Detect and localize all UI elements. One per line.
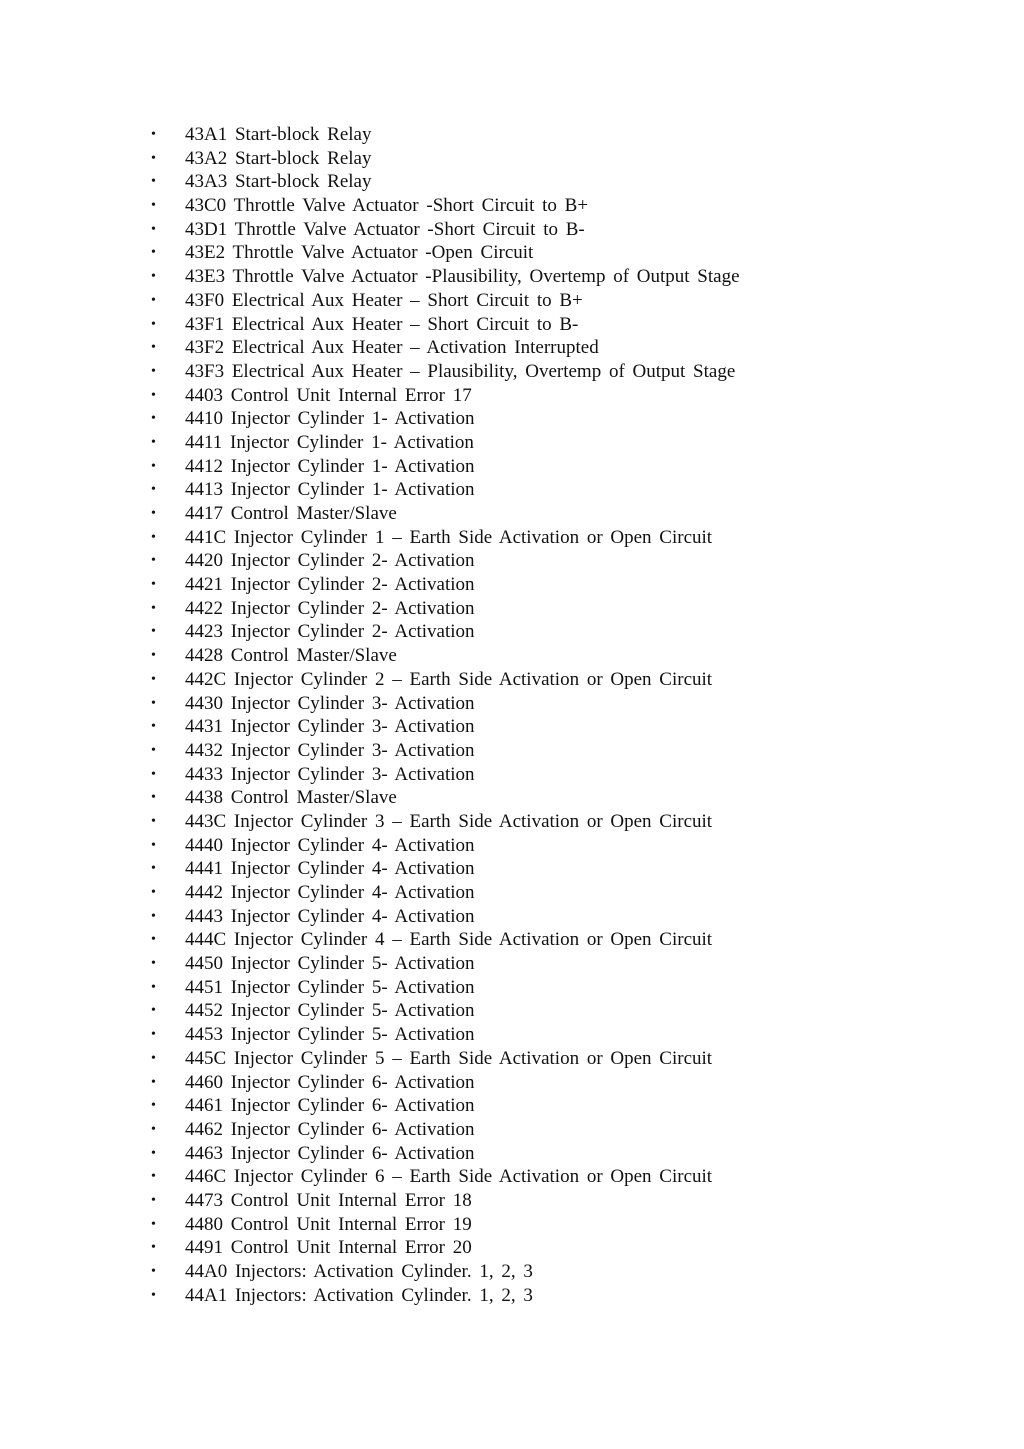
bullet-icon: •	[151, 577, 156, 593]
bullet-icon: •	[151, 340, 156, 356]
list-item-text: 4443 Injector Cylinder 4- Activation	[185, 905, 475, 927]
list-item-text: 441C Injector Cylinder 1 – Earth Side Activation or Open Circuit	[185, 526, 713, 548]
list-item-text: 4423 Injector Cylinder 2- Activation	[185, 621, 475, 643]
list-item-text: 4450 Injector Cylinder 5- Activation	[185, 953, 475, 975]
bullet-icon: •	[151, 411, 156, 427]
bullet-icon: •	[151, 813, 156, 829]
list-item-text: 43A1 Start-block Relay	[185, 124, 372, 145]
bullet-icon: •	[151, 1240, 156, 1256]
bullet-icon: •	[151, 671, 156, 687]
bullet-icon: •	[151, 482, 156, 498]
bullet-icon: •	[151, 1050, 156, 1066]
list-item-text: 44A0 Injectors: Activation Cylinder. 1, 2, 3	[185, 1261, 533, 1282]
list-item-text: 4430 Injector Cylinder 3- Activation	[185, 692, 475, 714]
bullet-icon: •	[151, 861, 156, 877]
bullet-icon: •	[151, 127, 156, 142]
list-item-text: 4441 Injector Cylinder 4- Activation	[185, 858, 475, 880]
list-item-text: 4480 Control Unit Internal Error 19	[185, 1213, 472, 1235]
list-item-text: 43F1 Electrical Aux Heater – Short Circuit to B-	[185, 313, 579, 335]
list-item-text: 4438 Control Master/Slave	[185, 787, 397, 809]
bullet-icon: •	[151, 458, 156, 474]
bullet-icon: •	[151, 648, 156, 664]
list-item-text: 4451 Injector Cylinder 5- Activation	[185, 976, 475, 998]
list-item-text: 4473 Control Unit Internal Error 18	[185, 1189, 472, 1211]
list-item-text: 4413 Injector Cylinder 1- Activation	[185, 479, 475, 501]
list-item-text: 4462 Injector Cylinder 6- Activation	[185, 1118, 475, 1140]
list-item-text: 4440 Injector Cylinder 4- Activation	[185, 834, 475, 856]
list-item-text: 4417 Control Master/Slave	[185, 503, 397, 524]
list-item-text: 4420 Injector Cylinder 2- Activation	[185, 550, 475, 572]
bullet-icon: •	[151, 885, 156, 900]
list-item-text: 43C0 Throttle Valve Actuator -Short Circuit to B+	[185, 195, 589, 217]
list-item-text: 4491 Control Unit Internal Error 20	[185, 1237, 472, 1259]
list-item-text: 4431 Injector Cylinder 3- Activation	[185, 716, 475, 738]
bullet-icon: •	[151, 600, 156, 616]
bullet-icon: •	[151, 1003, 156, 1019]
bullet-icon: •	[151, 932, 156, 948]
list-item-text: 43A2 Start-block Relay	[185, 147, 372, 169]
list-item-text: 4460 Injector Cylinder 6- Activation	[185, 1071, 475, 1093]
bullet-icon: •	[151, 174, 156, 190]
list-item-text: 4452 Injector Cylinder 5- Activation	[185, 1000, 475, 1022]
bullet-icon: •	[151, 434, 156, 450]
bullet-icon: •	[151, 269, 156, 285]
bullet-icon: •	[151, 979, 156, 995]
bullet-icon: •	[151, 387, 156, 403]
list-item-text: 43E2 Throttle Valve Actuator -Open Circuit	[185, 242, 534, 264]
list-item-text: 4422 Injector Cylinder 2- Activation	[185, 597, 475, 619]
bullet-icon: •	[151, 506, 156, 521]
bullet-icon: •	[151, 695, 156, 711]
bullet-icon: •	[151, 221, 156, 237]
bullet-icon: •	[151, 1027, 156, 1043]
list-item-text: 443C Injector Cylinder 3 – Earth Side Activation or Open Circuit	[185, 810, 713, 832]
list-item-text: 43F3 Electrical Aux Heater – Plausibility, Overtemp of Output Stage	[185, 360, 736, 382]
bullet-icon: •	[151, 719, 156, 735]
bullet-icon: •	[151, 198, 156, 214]
bullet-icon: •	[151, 150, 156, 166]
bullet-icon: •	[151, 1074, 156, 1090]
list-item-text: 442C Injector Cylinder 2 – Earth Side Activation or Open Circuit	[185, 668, 713, 690]
list-item-text: 43F0 Electrical Aux Heater – Short Circuit to B+	[185, 289, 583, 311]
list-item-text: 4432 Injector Cylinder 3- Activation	[185, 739, 475, 761]
list-item-text: 43E3 Throttle Valve Actuator -Plausibility, Overtemp of Output Stage	[185, 266, 740, 288]
list-item-text: 4433 Injector Cylinder 3- Activation	[185, 763, 475, 785]
list-item-text: 445C Injector Cylinder 5 – Earth Side Activation or Open Circuit	[185, 1047, 713, 1069]
bullet-icon: •	[151, 1121, 156, 1137]
bullet-icon: •	[151, 908, 156, 924]
list-item-text: 4442 Injector Cylinder 4- Activation	[185, 882, 475, 903]
list-item-text: 4412 Injector Cylinder 1- Activation	[185, 455, 475, 477]
bullet-icon: •	[151, 1264, 156, 1279]
list-item-text: 4453 Injector Cylinder 5- Activation	[185, 1024, 475, 1046]
list-item-text: 446C Injector Cylinder 6 – Earth Side Activation or Open Circuit	[185, 1166, 713, 1188]
list-item-text: 4461 Injector Cylinder 6- Activation	[185, 1095, 475, 1117]
bullet-icon: •	[151, 1216, 156, 1232]
bullet-icon: •	[151, 316, 156, 332]
list-item-text: 4410 Injector Cylinder 1- Activation	[185, 408, 475, 430]
list-item-text: 43F2 Electrical Aux Heater – Activation Interrupted	[185, 337, 599, 359]
list-item-text: 4463 Injector Cylinder 6- Activation	[185, 1142, 475, 1164]
list-item-text: 4411 Injector Cylinder 1- Activation	[185, 431, 474, 453]
bullet-icon: •	[151, 956, 156, 972]
list-item-text: 444C Injector Cylinder 4 – Earth Side Activation or Open Circuit	[185, 929, 713, 951]
bullet-icon: •	[151, 1145, 156, 1161]
bullet-icon: •	[151, 624, 156, 640]
bullet-icon: •	[151, 1098, 156, 1114]
bullet-icon: •	[151, 742, 156, 758]
bullet-icon: •	[151, 766, 156, 782]
bullet-icon: •	[151, 363, 156, 379]
bullet-icon: •	[151, 292, 156, 308]
bullet-icon: •	[151, 245, 156, 261]
bullet-icon: •	[151, 553, 156, 569]
bullet-icon: •	[151, 1192, 156, 1208]
list-item-text: 4421 Injector Cylinder 2- Activation	[185, 574, 475, 596]
list-item-text: 43A3 Start-block Relay	[185, 171, 372, 193]
bullet-icon: •	[151, 529, 156, 545]
list-item-text: 44A1 Injectors: Activation Cylinder. 1, 2, 3	[185, 1284, 533, 1306]
bullet-icon: •	[151, 790, 156, 806]
bullet-icon: •	[151, 1287, 156, 1303]
list-item-text: 43D1 Throttle Valve Actuator -Short Circuit to B-	[185, 218, 585, 240]
bullet-icon: •	[151, 1169, 156, 1185]
list-item-text: 4428 Control Master/Slave	[185, 645, 397, 667]
bullet-icon: •	[151, 837, 156, 853]
list-item-text: 4403 Control Unit Internal Error 17	[185, 384, 472, 406]
